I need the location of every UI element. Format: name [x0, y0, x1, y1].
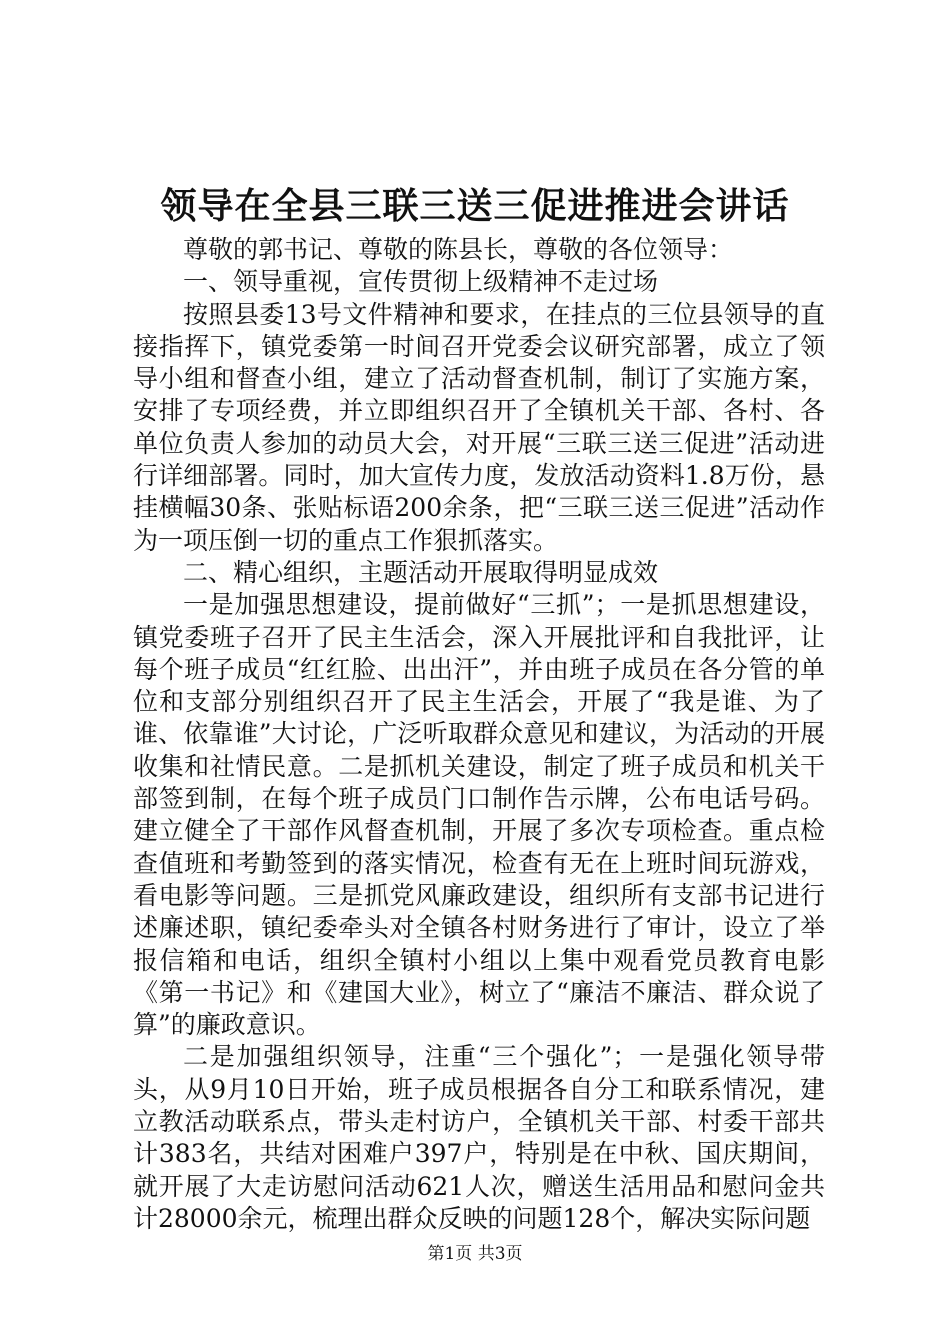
- page-number-footer: 第1页 共3页: [427, 1244, 523, 1264]
- section-heading-2: 二、精心组织，主题活动开展取得明显成效: [183, 557, 659, 587]
- salutation-paragraph: 尊敬的郭书记、尊敬的陈县长，尊敬的各位领导：: [183, 235, 734, 264]
- document-body: [133, 234, 825, 1235]
- document-title: 领导在全县三联三送三促进推进会讲话: [160, 185, 790, 227]
- body-paragraph: 二是加强组织领导，注重“三个强化”；一是强化领导带头，从9月10日开始，班子成员根据各自分工和联系情况，建立教活动联系点，带头走村访户，全镇机关干部、村委干部共计383名，共结对困难户397户，特别是在中秋、国庆期间，就开展了大走访慰问活动621人次，赠送生活用品和慰问金共计28000余元，梳理出群众反映的问题128个，解决实际问题: [133, 1042, 825, 1233]
- section-heading-1: 一、领导重视，宣传贯彻上级精神不走过场: [183, 267, 659, 297]
- body-paragraph: 按照县委13号文件精神和要求，在挂点的三位县领导的直接指挥下，镇党委第一时间召开党委会议研究部署，成立了领导小组和督查小组，建立了活动督查机制，制订了实施方案，安排了专项经费，并立即组织召开了全镇机关干部、各村、各单位负责人参加的动员大会，对开展“三联三送三促进”活动进行详细部署。同时，加大宣传力度，发放活动资料1.8万份，悬挂横幅30条、张贴标语200余条，把“三联三送三促进”活动作为一项压倒一切的重点工作狠抓落实。: [133, 299, 825, 555]
- body-paragraph: 一是加强思想建设，提前做好“三抓”；一是抓思想建设，镇党委班子召开了民主生活会，深入开展批评和自我批评，让每个班子成员“红红脸、出出汗”，并由班子成员在各分管的单位和支部分别组织召开了民主生活会，开展了“我是谁、为了谁、依靠谁”大讨论，广泛听取群众意见和建议，为活动的开展收集和社情民意。二是抓机关建设，制定了班子成员和机关干部签到制，在每个班子成员门口制作告示牌，公布电话号码。建立健全了干部作风督查机制，开展了多次专项检查。重点检查值班和考勤签到的落实情况，检查有无在上班时间玩游戏，看电影等问题。三是抓党风廉政建设，组织所有支部书记进行述廉述职，镇纪委牵头对全镇各村财务进行了审计，设立了举报信箱和电话，组织全镇村小组以上集中观看党员教育电影《第一书记》和《建国大业》，树立了“廉洁不廉洁、群众说了算”的廉政意识。: [133, 590, 825, 1040]
